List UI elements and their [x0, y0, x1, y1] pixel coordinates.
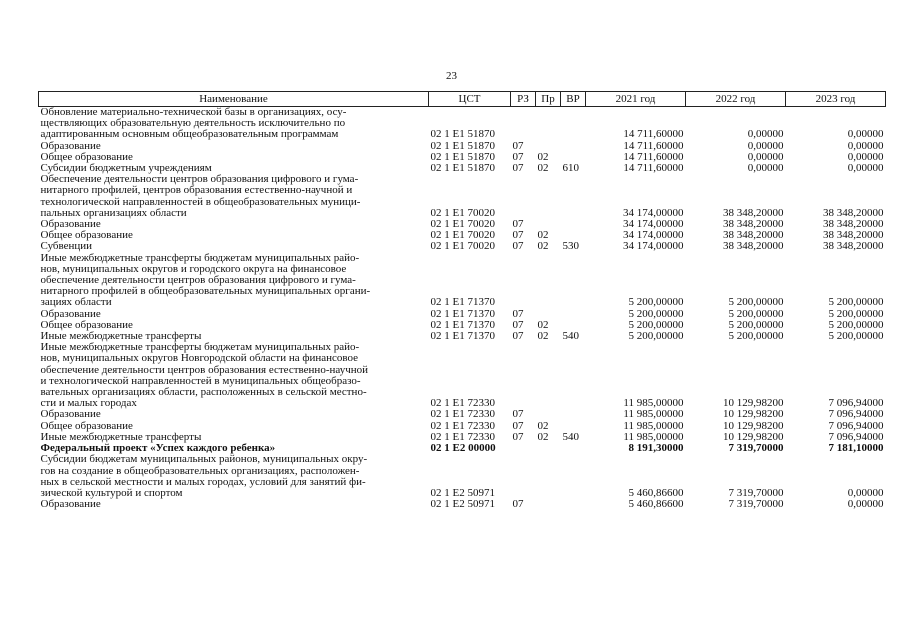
row-rz: 07	[512, 229, 524, 242]
row-2021: 14 711,60000	[623, 150, 684, 163]
row-rz: 07	[512, 408, 524, 421]
row-2023: 7 096,94000	[828, 397, 884, 410]
header-rz: РЗ	[511, 92, 536, 107]
row-cst: 02 1 E1 71370	[430, 330, 495, 343]
row-vr: 540	[562, 330, 579, 343]
row-name-line: зациях области	[40, 296, 112, 309]
row-rz: 07	[512, 430, 524, 443]
row-name-line: Общее образование	[40, 229, 133, 242]
row-name-line: сти и малых городах	[40, 397, 137, 410]
row-2023: 5 200,00000	[828, 307, 884, 320]
row-2021: 11 985,00000	[623, 419, 684, 432]
row-cst: 02 1 E2 00000	[430, 442, 496, 455]
row-pr	[536, 107, 561, 141]
row-name-line: Обновление материально-технической базы в организациях, осу-	[40, 106, 347, 118]
row-name-line: пальных организациях области	[40, 206, 187, 219]
row-name-line: и технологической направленностей в муниципальных общеобразо-	[40, 374, 361, 387]
row-vr	[561, 174, 586, 219]
row-2023: 7 181,10000	[828, 442, 884, 455]
row-name-line: Образование	[40, 218, 101, 231]
row-name-line: Иные межбюджетные трансферты	[40, 330, 202, 343]
budget-table	[38, 91, 886, 510]
row-2022: 5 200,00000	[728, 307, 784, 320]
row-2022: 10 129,98200	[723, 419, 784, 432]
row-name-line: обеспечение деятельности центров образования естественно-научной	[40, 363, 368, 376]
header-cst: ЦСТ	[429, 92, 511, 107]
row-2022: 0,00000	[747, 162, 784, 175]
row-rz	[511, 107, 536, 141]
row-vr	[561, 219, 586, 230]
row-name-line: Субвенции	[40, 240, 93, 253]
row-cst: 02 1 E1 51870	[430, 128, 495, 141]
row-pr: 02	[537, 430, 549, 443]
row-name	[39, 454, 429, 499]
row-2021: 5 200,00000	[628, 330, 684, 343]
row-cst: 02 1 E1 71370	[430, 296, 495, 309]
row-2022: 5 200,00000	[728, 330, 784, 343]
row-cst: 02 1 E1 51870	[430, 150, 495, 163]
row-2021: 11 985,00000	[623, 397, 684, 410]
row-vr	[561, 141, 586, 152]
row-name-line: Образование	[40, 139, 101, 152]
row-2023: 0,00000	[847, 150, 884, 163]
row-2022: 38 348,20000	[723, 229, 784, 242]
row-name-line: ществляющих образовательную деятельность исключительно по	[40, 117, 346, 130]
row-cst: 02 1 E1 72330	[430, 419, 495, 432]
row-2023: 7 096,94000	[828, 408, 884, 421]
row-rz	[511, 454, 536, 499]
row-name-line: Субсидии бюджетным учреждениям	[40, 162, 212, 175]
row-2022: 38 348,20000	[723, 218, 784, 231]
row-name	[39, 409, 429, 420]
row-pr	[536, 174, 561, 219]
row-rz: 07	[512, 162, 524, 175]
row-2023: 5 200,00000	[828, 318, 884, 331]
row-cst: 02 1 E1 72330	[430, 408, 495, 421]
table-row	[39, 454, 886, 499]
header-2023: 2023 год	[786, 92, 886, 107]
header-2022: 2022 год	[686, 92, 786, 107]
table-row	[39, 241, 886, 252]
row-2022: 0,00000	[747, 139, 784, 152]
row-2021: 34 174,00000	[623, 218, 684, 231]
row-2023: 38 348,20000	[823, 229, 884, 242]
row-vr	[561, 342, 586, 409]
row-2023: 7 096,94000	[828, 419, 884, 432]
row-name-line: зической культурой и спортом	[40, 486, 183, 499]
row-name-line: вательных организациях области, расположенных в сельской местно-	[40, 386, 367, 399]
row-vr: 530	[562, 240, 579, 253]
row-pr: 02	[537, 162, 549, 175]
header-vr: ВР	[561, 92, 586, 107]
row-name	[39, 230, 429, 241]
row-rz: 07	[512, 150, 524, 163]
table-row	[39, 253, 886, 309]
row-cst: 02 1 E1 51870	[430, 139, 495, 152]
row-rz: 07	[512, 498, 524, 511]
row-2021: 5 200,00000	[628, 307, 684, 320]
row-2023: 38 348,20000	[823, 206, 884, 219]
row-rz	[511, 342, 536, 409]
row-2023: 0,00000	[847, 498, 884, 511]
header-pr: Пр	[536, 92, 561, 107]
row-2023: 0,00000	[847, 486, 884, 499]
row-cst: 02 1 E1 72330	[430, 397, 495, 410]
row-vr	[561, 409, 586, 420]
row-cst: 02 1 E2 50971	[430, 486, 495, 499]
page-number: 23	[446, 70, 457, 82]
row-2022: 0,00000	[747, 128, 784, 141]
row-pr: 02	[537, 318, 549, 331]
row-pr	[536, 454, 561, 499]
row-2021: 34 174,00000	[623, 206, 684, 219]
row-name-line: адаптированным основным общеобразовательным программам	[40, 128, 339, 141]
row-2023: 0,00000	[847, 139, 884, 152]
row-name-line: Федеральный проект «Успех каждого ребенка»	[40, 442, 276, 455]
row-2023: 0,00000	[847, 128, 884, 141]
row-rz	[511, 253, 536, 309]
row-name-line: ных в сельской местности и малых городах, условий для занятий фи-	[40, 475, 366, 488]
row-pr: 02	[537, 150, 549, 163]
row-rz: 07	[512, 218, 524, 231]
row-2021: 8 191,30000	[628, 442, 684, 455]
row-2021: 34 174,00000	[623, 229, 684, 242]
row-name-line: Иные межбюджетные трансферты бюджетам муниципальных райо-	[40, 251, 360, 264]
row-name-line: технологической направленностей в общеобразовательных муници-	[40, 195, 361, 208]
row-name-line: нитарного профилей в общеобразовательных муниципальных органи-	[40, 285, 371, 298]
row-name	[39, 174, 429, 219]
row-2021: 5 460,86600	[628, 498, 684, 511]
row-2021: 14 711,60000	[623, 162, 684, 175]
row-name-line: Образование	[40, 307, 101, 320]
row-2021: 5 460,86600	[628, 486, 684, 499]
row-cst: 02 1 E2 50971	[430, 498, 495, 511]
row-2021: 14 711,60000	[623, 139, 684, 152]
row-2023: 7 096,94000	[828, 430, 884, 443]
row-name	[39, 342, 429, 409]
table-row	[39, 107, 886, 141]
row-name	[39, 253, 429, 309]
row-vr	[561, 107, 586, 141]
row-vr	[561, 443, 586, 454]
table-row	[39, 174, 886, 219]
header-name: Наименование	[39, 92, 429, 107]
row-pr	[536, 443, 561, 454]
row-name-line: Образование	[40, 498, 101, 511]
row-2022: 7 319,70000	[728, 442, 784, 455]
row-pr: 02	[537, 330, 549, 343]
row-pr	[536, 409, 561, 420]
header-2021: 2021 год	[586, 92, 686, 107]
table-row	[39, 499, 886, 510]
row-pr	[536, 342, 561, 409]
row-name-line: обеспечение деятельности центров образования цифрового и гума-	[40, 274, 356, 287]
row-name	[39, 499, 429, 510]
table-body	[39, 107, 886, 511]
row-vr: 610	[562, 162, 579, 175]
table-row	[39, 409, 886, 420]
row-name-line: гов на создание в общеобразовательных организациях, расположен-	[40, 464, 360, 477]
row-name-line: Иные межбюджетные трансферты бюджетам муниципальных райо-	[40, 341, 360, 354]
row-name	[39, 241, 429, 252]
row-cst: 02 1 E1 71370	[430, 318, 495, 331]
row-vr	[561, 499, 586, 510]
row-2022: 38 348,20000	[723, 206, 784, 219]
row-name-line: Образование	[40, 408, 101, 421]
row-rz: 07	[512, 307, 524, 320]
row-pr: 02	[537, 419, 549, 432]
row-2022: 10 129,98200	[723, 397, 784, 410]
row-2021: 11 985,00000	[623, 408, 684, 421]
row-2021: 5 200,00000	[628, 296, 684, 309]
row-2021: 34 174,00000	[623, 240, 684, 253]
row-2021: 11 985,00000	[623, 430, 684, 443]
row-2022: 10 129,98200	[723, 430, 784, 443]
row-vr	[561, 253, 586, 309]
row-name-line: нов, муниципальных округов Новгородской области на финансовое	[40, 352, 359, 365]
row-cst: 02 1 E1 70020	[430, 229, 495, 242]
row-cst: 02 1 E1 70020	[430, 206, 495, 219]
row-name-line: Обеспечение деятельности центров образования цифрового и гума-	[40, 173, 359, 186]
row-2023: 0,00000	[847, 162, 884, 175]
row-name-line: Общее образование	[40, 419, 133, 432]
row-rz	[511, 174, 536, 219]
row-2023: 38 348,20000	[823, 218, 884, 231]
table-header-row	[39, 92, 886, 107]
table-row	[39, 342, 886, 409]
row-2022: 38 348,20000	[723, 240, 784, 253]
row-name-line: Общее образование	[40, 150, 133, 163]
row-name-line: нитарного профилей, центров образования естественно-научной и	[40, 184, 353, 197]
row-vr: 540	[562, 430, 579, 443]
row-rz: 07	[512, 139, 524, 152]
row-2022: 0,00000	[747, 150, 784, 163]
row-name-line: нов, муниципальных округов и городского округа на финансовое	[40, 262, 347, 275]
row-pr	[536, 253, 561, 309]
row-2022: 10 129,98200	[723, 408, 784, 421]
row-rz: 07	[512, 419, 524, 432]
row-name-line: Субсидии бюджетам муниципальных районов, муниципальных окру-	[40, 453, 368, 466]
row-rz: 07	[512, 318, 524, 331]
row-2022: 7 319,70000	[728, 498, 784, 511]
row-cst: 02 1 E1 51870	[430, 162, 495, 175]
row-pr: 02	[537, 240, 549, 253]
row-2023: 5 200,00000	[828, 330, 884, 343]
row-pr	[536, 499, 561, 510]
row-rz: 07	[512, 330, 524, 343]
row-cst: 02 1 E1 72330	[430, 430, 495, 443]
row-rz: 07	[512, 240, 524, 253]
row-name-line: Общее образование	[40, 318, 133, 331]
row-cst: 02 1 E1 70020	[430, 218, 495, 231]
row-name-line: Иные межбюджетные трансферты	[40, 430, 202, 443]
row-2022: 5 200,00000	[728, 318, 784, 331]
row-2021: 14 711,60000	[623, 128, 684, 141]
row-2022: 7 319,70000	[728, 486, 784, 499]
row-vr	[561, 454, 586, 499]
row-2021: 5 200,00000	[628, 318, 684, 331]
row-2023: 5 200,00000	[828, 296, 884, 309]
row-cst: 02 1 E1 71370	[430, 307, 495, 320]
row-cst: 02 1 E1 70020	[430, 240, 495, 253]
row-2023: 38 348,20000	[823, 240, 884, 253]
row-name	[39, 107, 429, 141]
row-rz	[511, 443, 536, 454]
row-vr	[561, 309, 586, 320]
row-pr: 02	[537, 229, 549, 242]
row-2022: 5 200,00000	[728, 296, 784, 309]
